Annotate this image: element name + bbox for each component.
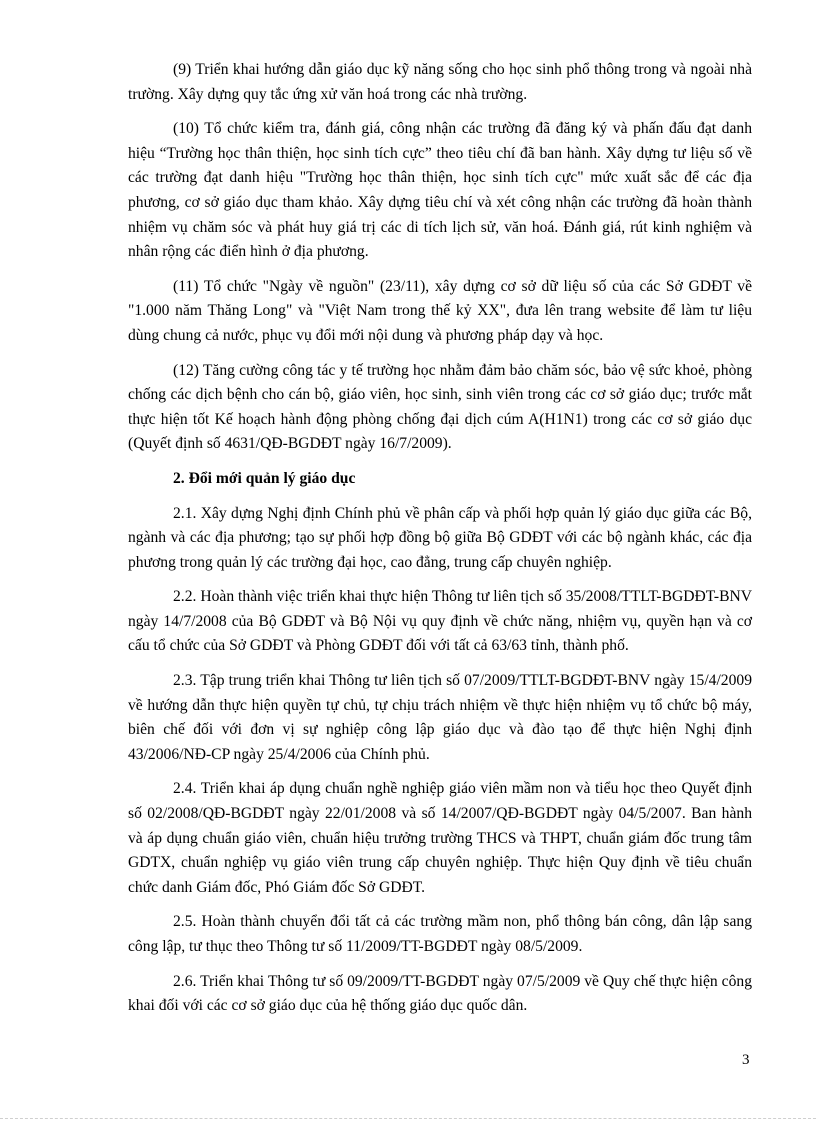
paragraph-item-9: (9) Triển khai hướng dẫn giáo dục kỹ năng sống cho học sinh phổ thông trong và ngoài nhà trường. Xây dựng quy tắc ứng xử văn hoá trong các nhà trường. [128,61,752,103]
paragraph-item-12: (12) Tăng cường công tác y tế trường học nhằm đảm bảo chăm sóc, bảo vệ sức khoẻ, phòng chống các dịch bệnh cho cán bộ, giáo viên, học sinh, sinh viên trong các cơ sở giáo dục; trước mắt thực hiện tốt Kế hoạch hành động phòng chống đại dịch cúm A(H1N1) trong các cơ sở giáo dục (Quyết định số 4631/QĐ-BGDĐT ngày 16/7/2009). [128,361,752,453]
section-heading: 2. Đổi mới quản lý giáo dục [173,469,356,487]
page-bottom-divider [0,1118,816,1119]
paragraph-item-11: (11) Tổ chức "Ngày về nguồn" (23/11), xây dựng cơ sở dữ liệu số của các Sở GDĐT về "1.000 năm Thăng Long" và "Việt Nam trong thế kỷ XX", đưa lên trang website để làm tư liệu dùng chung cả nước, phục vụ đổi mới nội dung và phương pháp dạy và học. [128,277,752,344]
paragraph-2-2: 2.2. Hoàn thành việc triển khai thực hiện Thông tư liên tịch số 35/2008/TTLT-BGDĐT-BNV ngày 14/7/2008 của Bộ GDĐT và Bộ Nội vụ quy định về chức năng, nhiệm vụ, quyền hạn và cơ cấu tổ chức của Sở GDĐT và Phòng GDĐT đối với tất cả 63/63 tỉnh, thành phố. [128,588,752,655]
paragraph-2-3: 2.3. Tập trung triển khai Thông tư liên tịch số 07/2009/TTLT-BGDĐT-BNV ngày 15/4/2009 về hướng dẫn thực hiện quyền tự chủ, tự chịu trách nhiệm về thực hiện nhiệm vụ tổ chức bộ máy, biên chế đối với đơn vị sự nghiệp công lập giáo dục và đào tạo để thực hiện Nghị định 43/2006/NĐ-CP ngày 25/4/2006 của Chính phủ. [128,672,752,763]
paragraph-2-6: 2.6. Triển khai Thông tư số 09/2009/TT-BGDĐT ngày 07/5/2009 về Quy chế thực hiện công khai đối với các cơ sở giáo dục của hệ thống giáo dục quốc dân. [128,972,752,1015]
page-number: 3 [742,1052,750,1068]
paragraph-2-1: 2.1. Xây dựng Nghị định Chính phủ về phân cấp và phối hợp quản lý giáo dục giữa các Bộ, ngành và các địa phương; tạo sự phối hợp đồng bộ giữa Bộ GDĐT với các bộ ngành khác, các địa phương trong quản lý các trường đại học, cao đẳng, trung cấp chuyên nghiệp. [128,504,752,571]
document-body [128,58,752,1029]
paragraph-2-4: 2.4. Triển khai áp dụng chuẩn nghề nghiệp giáo viên mầm non và tiểu học theo Quyết định số 02/2008/QĐ-BGDĐT ngày 22/01/2008 và số 14/2007/QĐ-BGDĐT ngày 04/5/2007. Ban hành và áp dụng chuẩn giáo viên, chuẩn hiệu trưởng trường THCS và THPT, chuẩn giám đốc trung tâm GDTX, chuẩn nghiệp vụ giáo viên trung cấp chuyên nghiệp. Thực hiện Quy định về tiêu chuẩn chức danh Giám đốc, Phó Giám đốc Sở GDĐT. [128,780,752,896]
paragraph-item-10: (10) Tổ chức kiểm tra, đánh giá, công nhận các trường đã đăng ký và phấn đấu đạt danh hiệu “Trường học thân thiện, học sinh tích cực” theo tiêu chí đã ban hành. Xây dựng tư liệu số về các trường đạt danh hiệu "Trường học thân thiện, học sinh tích cực" mức xuất sắc để các địa phương, cơ sở giáo dục tham khảo. Xây dựng tiêu chí và xét công nhận các trường đã hoàn thành nhiệm vụ chăm sóc và phát huy giá trị các di tích lịch sử, văn hoá. Đánh giá, rút kinh nghiệm và nhân rộng các điển hình ở địa phương. [128,120,752,261]
paragraph-2-5: 2.5. Hoàn thành chuyển đổi tất cả các trường mầm non, phổ thông bán công, dân lập sang công lập, tư thục theo Thông tư số 11/2009/TT-BGDĐT ngày 08/5/2009. [128,913,752,955]
